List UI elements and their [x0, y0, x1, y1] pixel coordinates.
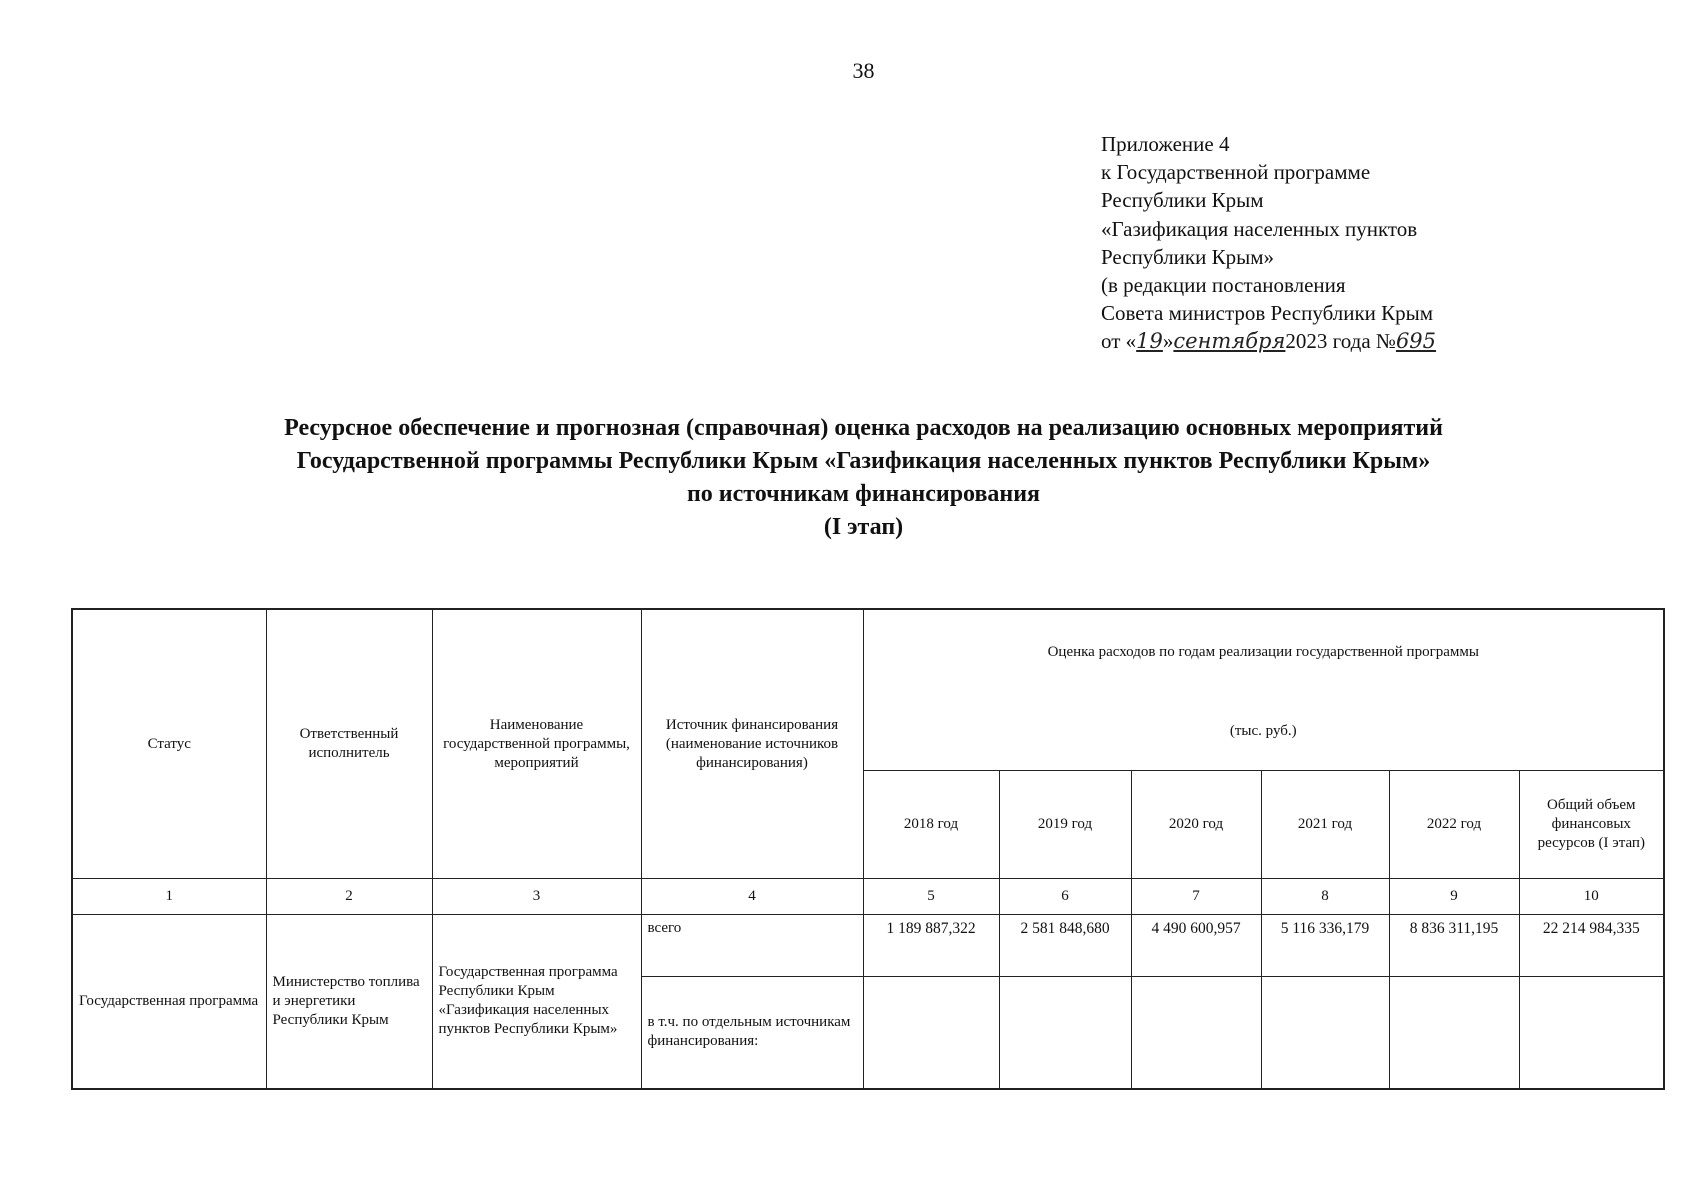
header-year: 2021 год — [1261, 770, 1389, 878]
header-year: 2018 год — [863, 770, 999, 878]
header-status: Статус — [72, 609, 266, 879]
row-value: 1 189 887,322 — [863, 915, 999, 977]
header-program: Наименование государственной программы, мероприятий — [432, 609, 641, 879]
column-number: 8 — [1261, 879, 1389, 915]
header-source: Источник финансирования (наименование источников финансирования) — [641, 609, 863, 879]
header-estimate: Оценка расходов по годам реализации государственной программы — [863, 609, 1664, 694]
row-status: Государственная программа — [72, 915, 266, 1089]
row-value: 2 581 848,680 — [999, 915, 1131, 977]
header-year: 2020 год — [1131, 770, 1261, 878]
column-number: 10 — [1519, 879, 1664, 915]
handwritten-day: 19 — [1136, 329, 1163, 354]
title-line: (I этап) — [823, 514, 904, 540]
column-number: 6 — [999, 879, 1131, 915]
row-value — [1261, 977, 1389, 1089]
header-executor: Ответственный исполнитель — [266, 609, 432, 879]
row-value: 4 490 600,957 — [1131, 915, 1261, 977]
appendix-line: Приложение 4 — [1101, 132, 1230, 156]
appendix-line: Совета министров Республики Крым — [1101, 301, 1434, 326]
row-value — [863, 977, 999, 1089]
row-executor: Министерство топлива и энергетики Республики Крым — [266, 915, 432, 1089]
column-number: 7 — [1131, 879, 1261, 915]
handwritten-month: сентября — [1173, 329, 1286, 354]
title-line: Ресурсное обеспечение и прогнозная (справочная) оценка расходов на реализацию основных мероприятий — [284, 415, 1443, 441]
date-mid: » — [1162, 329, 1174, 354]
row-source-label: всего — [641, 915, 863, 977]
column-number: 2 — [266, 879, 432, 915]
document-title — [0, 412, 1695, 544]
row-total — [1519, 977, 1664, 1089]
appendix-line: к Государственной программе — [1101, 160, 1371, 185]
row-source-label: в т.ч. по отдельным источникам финансирования: — [641, 977, 863, 1089]
title-line: Государственной программы Республики Крым «Газификация населенных пунктов Республики Крым» — [296, 448, 1431, 474]
column-number: 4 — [641, 879, 863, 915]
appendix-line: Республики Крым» — [1101, 244, 1275, 269]
header-total: Общий объем финансовых ресурсов (I этап) — [1519, 770, 1664, 878]
header-row — [72, 609, 1664, 694]
handwritten-number: 695 — [1395, 329, 1437, 354]
title-line: по источникам финансирования — [686, 481, 1041, 507]
header-year: 2022 год — [1389, 770, 1519, 878]
page-number: 38 — [852, 58, 875, 83]
column-number-row — [72, 879, 1664, 915]
row-value: 5 116 336,179 — [1261, 915, 1389, 977]
row-value — [1389, 977, 1519, 1089]
appendix-date-line — [1101, 327, 1436, 355]
row-value — [1131, 977, 1261, 1089]
table-row — [72, 915, 1664, 977]
budget-table — [71, 608, 1665, 1090]
row-value — [999, 977, 1131, 1089]
column-number: 5 — [863, 879, 999, 915]
row-program: Государственная программа Республики Крым «Газификация населенных пунктов Республики Крым» — [432, 915, 641, 1089]
date-year: 2023 года № — [1285, 329, 1396, 354]
row-value: 8 836 311,195 — [1389, 915, 1519, 977]
column-number: 1 — [72, 879, 266, 915]
header-year: 2019 год — [999, 770, 1131, 878]
appendix-line: «Газификация населенных пунктов — [1101, 216, 1418, 241]
appendix-block — [1101, 130, 1436, 356]
row-total: 22 214 984,335 — [1519, 915, 1664, 977]
appendix-line: Республики Крым — [1101, 188, 1264, 213]
column-number: 3 — [432, 879, 641, 915]
date-prefix: от « — [1101, 329, 1137, 354]
header-unit: (тыс. руб.) — [863, 694, 1664, 770]
column-number: 9 — [1389, 879, 1519, 915]
appendix-line: (в редакции постановления — [1101, 273, 1346, 298]
